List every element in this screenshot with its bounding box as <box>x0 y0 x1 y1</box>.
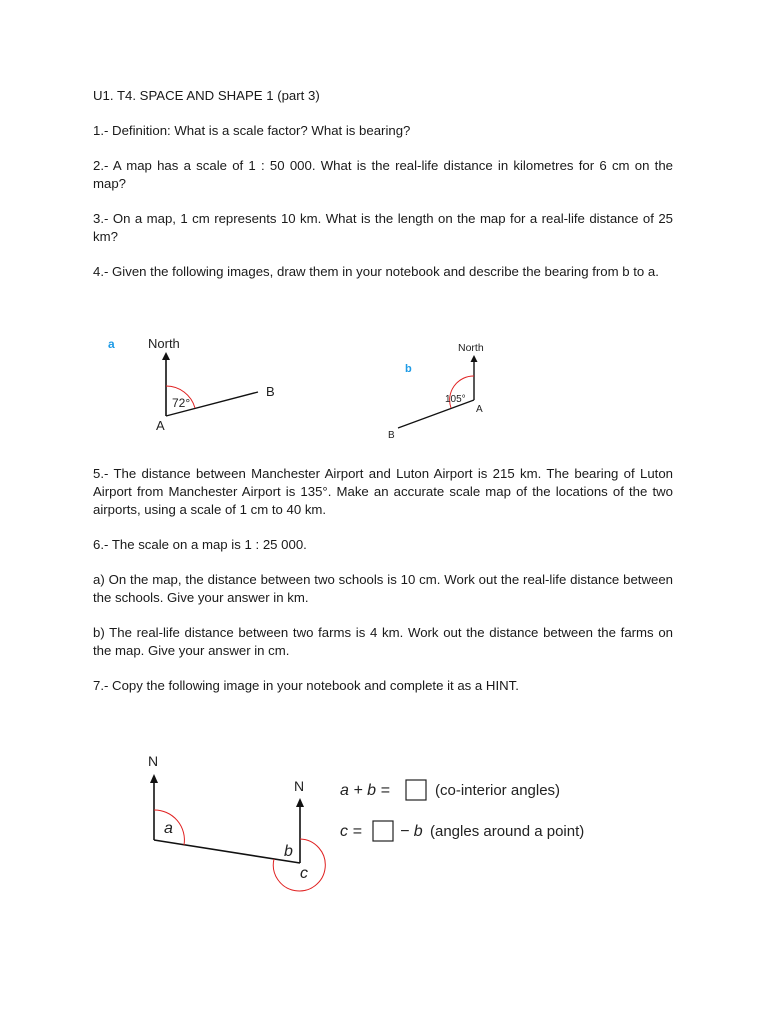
figure-b-point-b: B <box>388 430 395 441</box>
hint-eq1-lhs: a + b = <box>340 782 390 799</box>
question-3: 3.- On a map, 1 cm represents 10 km. What is the length on the map for a real-life distance of 25 km? <box>93 211 673 244</box>
figure-b-north-label: North <box>458 342 484 354</box>
hint-north-left-label: N <box>148 753 159 769</box>
hint-angle-b-label: b <box>284 843 293 860</box>
hint-angle-c-label: c <box>300 865 308 882</box>
hint-eq2-rhs: (angles around a point) <box>430 823 585 840</box>
figure-a <box>100 332 300 447</box>
figure-b-north-arrow <box>471 355 478 362</box>
figure-a-north-arrow <box>162 352 170 360</box>
question-1: 1.- Definition: What is a scale factor? What is bearing? <box>93 123 411 138</box>
hint-eq2-lhs: c = <box>340 823 362 840</box>
question-6b: b) The real-life distance between two farms is 4 km. Work out the distance between the farms on the map. Give your answer in cm. <box>93 625 673 658</box>
hint-segment-line <box>154 840 300 863</box>
hint-angle-a-label: a <box>164 820 173 837</box>
figure-b-point-a: A <box>476 404 483 415</box>
question-2: 2.- A map has a scale of 1 : 50 000. What is the real-life distance in kilometres for 6 cm on the map? <box>93 158 673 191</box>
question-6a: a) On the map, the distance between two schools is 10 cm. Work out the real-life distance between the schools. Give your answer in km. <box>93 572 673 605</box>
figure-hint <box>130 745 630 900</box>
figure-b-angle-label: 105° <box>445 394 466 405</box>
figure-a-label: a <box>108 337 115 351</box>
hint-north-left-arrow <box>150 774 158 783</box>
figure-b-label: b <box>405 363 412 375</box>
figure-b <box>380 334 530 449</box>
figure-a-north-label: North <box>148 336 180 351</box>
question-6: 6.- The scale on a map is 1 : 25 000. <box>93 537 307 552</box>
figure-a-angle-label: 72° <box>172 396 191 410</box>
hint-north-right-arrow <box>296 798 304 807</box>
hint-eq2-box <box>373 821 393 841</box>
question-5: 5.- The distance between Manchester Airport and Luton Airport is 215 km. The bearing of Luton Airport from Manchester Airport is 135°. Make an accurate scale map of the locations of the two airports, using a scale of 1 cm to 40 km. <box>93 466 673 517</box>
hint-north-right-label: N <box>294 778 305 794</box>
figure-a-point-a: A <box>156 418 165 433</box>
hint-eq1-rhs: (co-interior angles) <box>435 782 561 799</box>
question-4: 4.- Given the following images, draw them in your notebook and describe the bearing from b to a. <box>93 264 659 279</box>
figure-a-point-b: B <box>266 384 275 399</box>
hint-eq2-mid: − b <box>400 823 423 840</box>
hint-eq1-box <box>406 780 426 800</box>
page-title: U1. T4. SPACE AND SHAPE 1 (part 3) <box>93 88 320 103</box>
question-7: 7.- Copy the following image in your notebook and complete it as a HINT. <box>93 678 519 693</box>
